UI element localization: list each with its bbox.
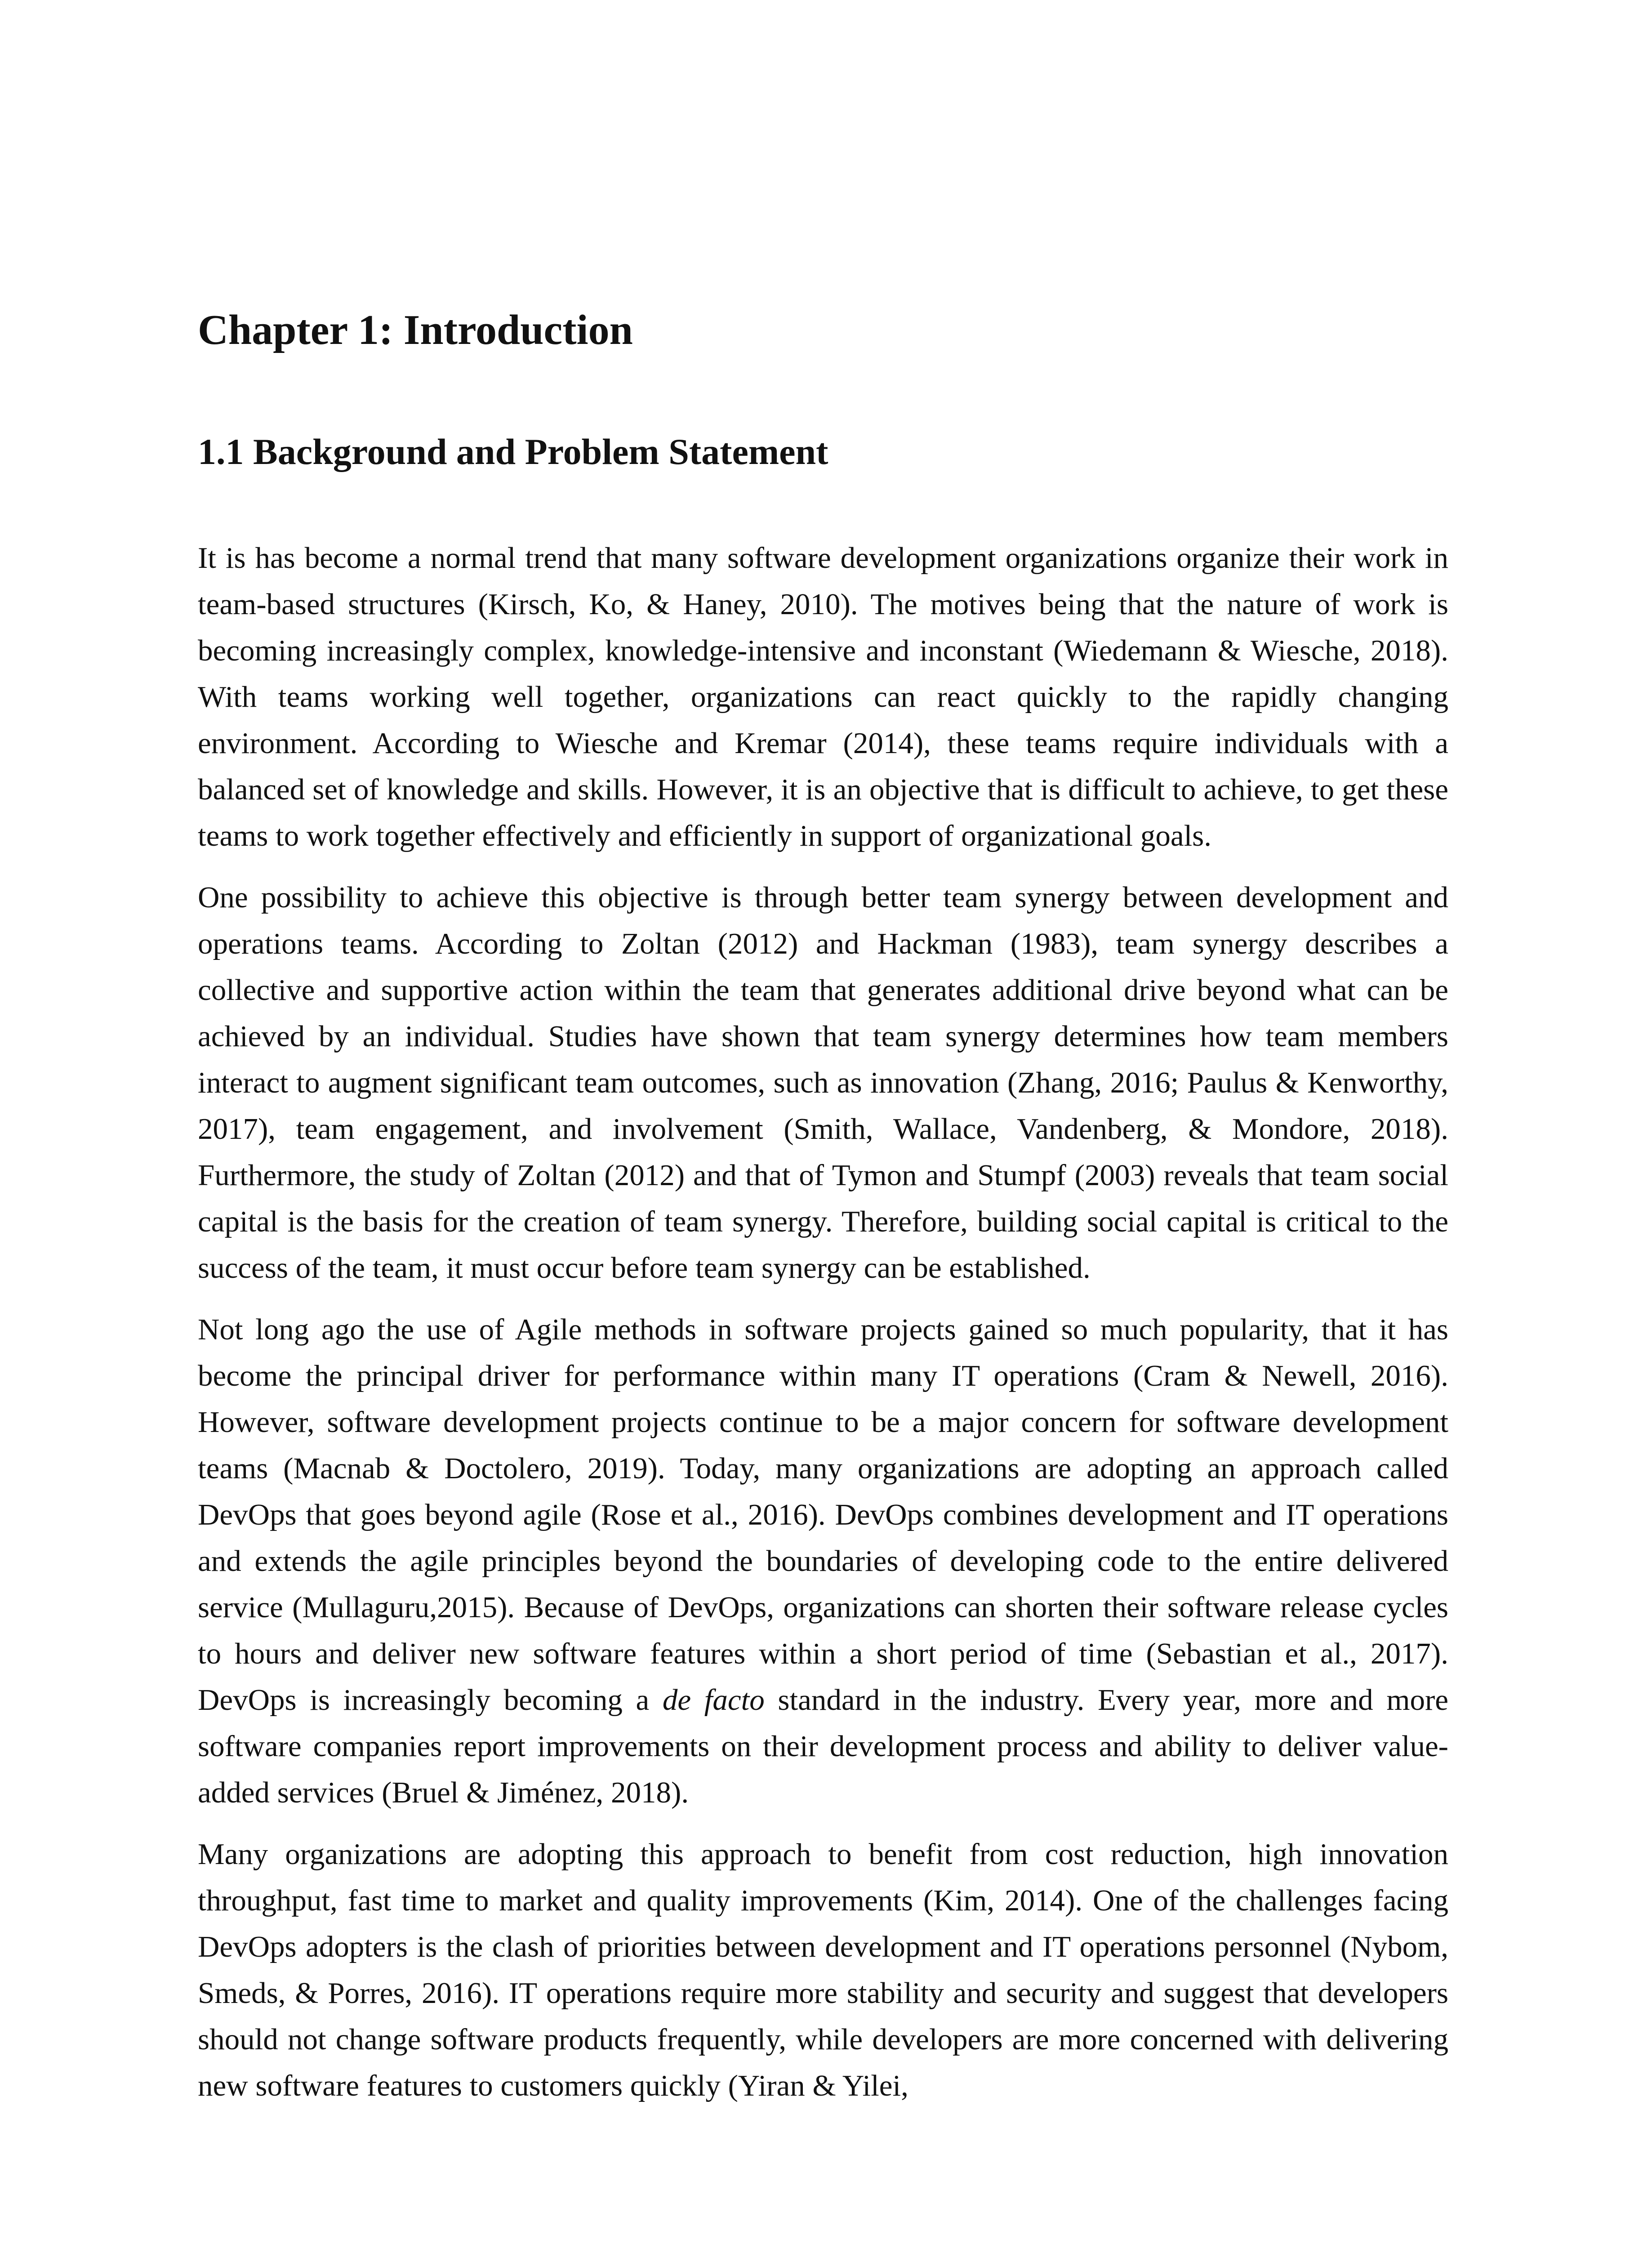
paragraph: Many organizations are adopting this approach to benefit from cost reduction, high innovation throughput, fast time to market and quality improvements (Kim, 2014). One of the challenges facing DevOps adopters is the clash of priorities between development and IT operations personnel (Nybom, Smeds, & Porres, 2016). IT operations require more stability and security and suggest that developers should not change software products frequently, while developers are more concerned with delivering new software features to customers quickly (Yiran & Yilei, (198, 1838, 1448, 2102)
paragraph: It is has become a normal trend that many software development organizations organize their work in team-based structures (Kirsch, Ko, & Haney, 2010). The motives being that the nature of work is becoming increasingly complex, knowledge-intensive and inconstant (Wiedemann & Wiesche, 2018). With teams working well together, organizations can react quickly to the rapidly changing environment. According to Wiesche and Kremar (2014), these teams require individuals with a balanced set of knowledge and skills. However, it is an objective that is difficult to achieve, to get these teams to work together effectively and efficiently in support of organizational goals. (198, 541, 1448, 852)
paragraph (198, 1307, 1448, 1816)
chapter-title: Chapter 1: Introduction (198, 307, 633, 353)
paragraph-text: Not long ago the use of Agile methods in software projects gained so much popularity, that it has become the principal driver for performance within many IT operations (Cram & Newell, 2016). However, software development projects continue to be a major concern for software development teams (Macnab & Doctolero, 2019). Today, many organizations are adopting an approach called DevOps that goes beyond agile (Rose et al., 2016). DevOps combines development and IT operations and extends the agile principles beyond the boundaries of developing code to the entire delivered service (Mullaguru,2015). Because of DevOps, organizations can shorten their software release cycles to hours and deliver new software features within a short period of time (Sebastian et al., 2017). DevOps is increasingly becoming a (198, 1313, 1448, 1717)
italic-term: de facto (662, 1683, 765, 1717)
paragraph-text: standard in the industry. Every year, more and more software companies report improvements on their development process and ability to deliver value-added services (Bruel & Jiménez, 2018). (198, 1683, 1448, 1809)
paragraph: One possibility to achieve this objective is through better team synergy between development and operations teams. According to Zoltan (2012) and Hackman (1983), team synergy describes a collective and supportive action within the team that generates additional drive beyond what can be achieved by an individual. Studies have shown that team synergy determines how team members interact to augment significant team outcomes, such as innovation (Zhang, 2016; Paulus & Kenworthy, 2017), team engagement, and involvement (Smith, Wallace, Vandenberg, & Mondore, 2018). Furthermore, the study of Zoltan (2012) and that of Tymon and Stumpf (2003) reveals that team social capital is the basis for the creation of team synergy. Therefore, building social capital is critical to the success of the team, it must occur before team synergy can be established. (198, 881, 1448, 1285)
body-text (198, 535, 1448, 2124)
section-title: 1.1 Background and Problem Statement (198, 431, 828, 472)
